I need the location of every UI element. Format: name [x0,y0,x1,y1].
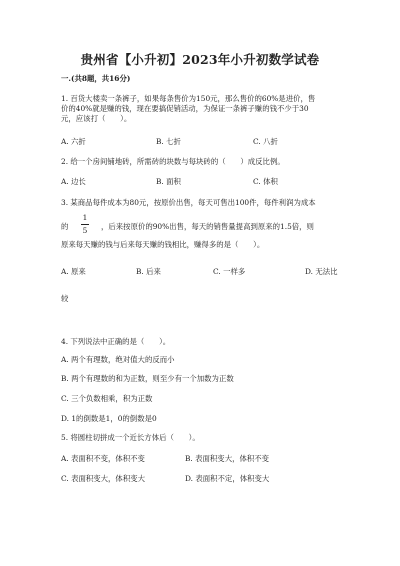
q4-option-a[interactable]: A. 两个有理数，绝对值大的反而小 [61,355,175,364]
section-header: 一.(共8题，共16分) [61,74,131,83]
q5-option-c[interactable]: C. 表面积变大，体积变大 [61,474,145,483]
q5-line1: 5. 将圆柱切拼成一个近长方体后（ ）。 [61,433,200,442]
q3-fraction-bar [81,224,89,225]
q1-option-c[interactable]: C. 八折 [253,137,278,146]
q3-option-c[interactable]: C. 一样多 [213,267,246,276]
q4-option-d[interactable]: D. 1的倒数是1，0的倒数是0 [61,414,157,423]
q3-line2-pre: 的 [61,222,69,231]
q3-option-b[interactable]: B. 后来 [136,267,161,276]
q4-option-c[interactable]: C. 三个负数相乘，积为正数 [61,394,153,403]
q3-line1: 3. 某商品每件成本为80元，按原价出售，每天可售出100件，每件利润为成本 [61,198,316,207]
q3-option-a[interactable]: A. 原来 [61,267,86,276]
q2-option-c[interactable]: C. 体积 [253,177,278,186]
q1-option-a[interactable]: A. 六折 [61,137,86,146]
q1-option-b[interactable]: B. 七折 [156,137,181,146]
q4-line1: 4. 下列说法中正确的是（ ）。 [61,337,171,346]
q5-option-b[interactable]: B. 表面积变大，体积不变 [185,454,270,463]
q1-line2: 价的40%就是赚的钱，现在要搞促销活动，为保证一条裤子赚的钱不少于30 [61,104,309,113]
q3-option-d-wrap: 较 [61,294,69,303]
q1-line1: 1. 百货大楼卖一条裤子，如果每条售价为150元，那么售价的60%是进价，售 [61,94,316,103]
q2-line1: 2. 给一个房间铺地砖，所需砖的块数与每块砖的（ ）成反比例。 [61,157,285,166]
q3-line3: 原来每天赚的钱与后来每天赚的钱相比，赚得多的是（ ）。 [61,240,265,249]
q3-fraction-numerator: 1 [82,213,88,222]
q2-option-b[interactable]: B. 面积 [156,177,181,186]
q1-line3: 元，应该打（ ）。 [61,114,132,123]
q3-fraction-denominator: 5 [82,226,88,235]
page-title: 贵州省【小升初】2023年小升初数学试卷 [80,52,320,67]
q4-option-b[interactable]: B. 两个有理数的和为正数，则至少有一个加数为正数 [61,374,234,383]
q3-option-d[interactable]: D. 无法比 [305,267,338,276]
q5-option-d[interactable]: D. 表面积不定，体积变大 [185,474,270,483]
q5-option-a[interactable]: A. 表面积不变，体积不变 [61,454,145,463]
q3-line2-post: ，后来按原价的90%出售，每天的销售量提高到原来的1.5倍，则 [101,222,314,231]
q2-option-a[interactable]: A. 边长 [61,177,86,186]
